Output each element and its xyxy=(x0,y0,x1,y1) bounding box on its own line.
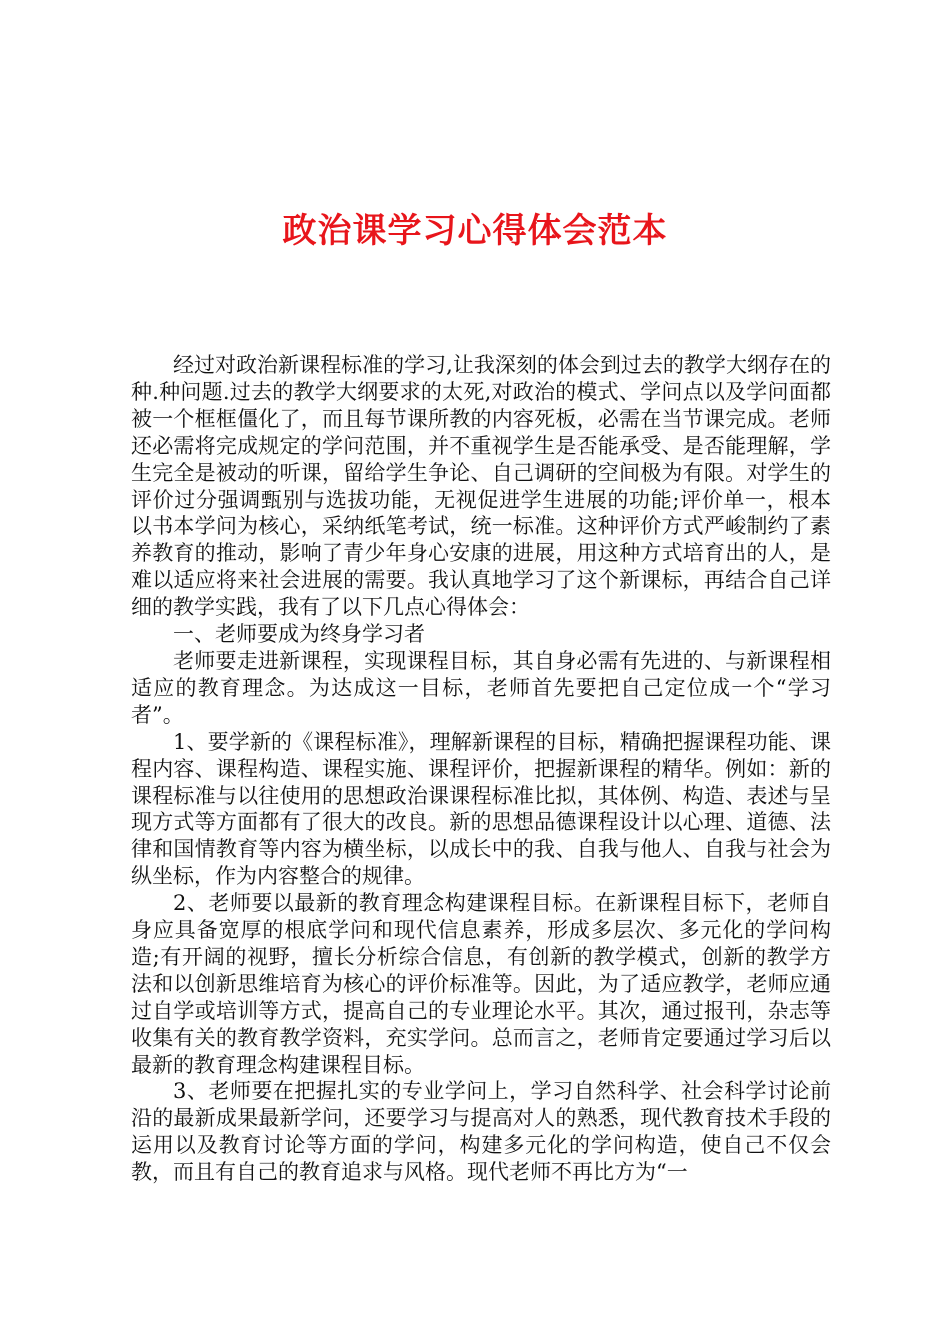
paragraph-point-1: 1、要学新的《课程标准》，理解新课程的目标，精确把握课程功能、课程内容、课程构造、课程实施、课程评价，把握新课程的精华。例如：新的课程标准与以往使用的思想政治课课程标准比拟，其体例、构造、表述与呈现方式等方面都有了很大的改良。新的思想品德课程设计以心理、道德、法律和国情教育等内容为横坐标，以成长中的我、自我与他人、自我与社会为纵坐标，作为内容整合的规律。 xyxy=(131,729,831,889)
paragraph-section-1: 老师要走进新课程，实现课程目标，其自身必需有先进的、与新课程相适应的教育理念。为达成这一目标，老师首先要把自己定位成一个“学习者”。 xyxy=(131,648,831,727)
document-body xyxy=(131,352,831,1186)
paragraph-point-2: 2、老师要以最新的教育理念构建课程目标。在新课程目标下，老师自身应具备宽厚的根底学问和现代信息素养，形成多层次、多元化的学问构造;有开阔的视野，擅长分析综合信息，有创新的教学模式，创新的教学方法和以创新思维培育为核心的评价标准等。因此，为了适应教学，老师应通过自学或培训等方式，提高自己的专业理论水平。其次，通过报刊，杂志等收集有关的教育教学资料，充实学问。总而言之，老师肯定要通过学习后以最新的教育理念构建课程目标。 xyxy=(131,891,831,1077)
document-title: 政治课学习心得体会范本 xyxy=(282,211,668,251)
paragraph-point-3: 3、老师要在把握扎实的专业学问上，学习自然科学、社会科学讨论前沿的最新成果最新学问，还要学习与提高对人的熟悉，现代教育技术手段的运用以及教育讨论等方面的学问，构建多元化的学问构造，使自己不仅会教，而且有自己的教育追求与风格。现代老师不再比方为“一 xyxy=(131,1079,831,1185)
section-heading-1: 一、老师要成为终身学习者 xyxy=(173,622,425,647)
paragraph-intro: 经过对政治新课程标准的学习,让我深刻的体会到过去的教学大纲存在的种.种问题.过去的教学大纲要求的太死,对政治的模式、学问点以及学问面都被一个框框僵化了，而且每节课所教的内容死板，必需在当节课完成。老师还必需将完成规定的学问范围，并不重视学生是否能承受、是否能理解，学生完全是被动的听课，留给学生争论、自己调研的空间极为有限。对学生的评价过分强调甄别与选拔功能，无视促进学生进展的功能;评价单一，根本以书本学问为核心，采纳纸笔考试，统一标准。这种评价方式严峻制约了素养教育的推动，影响了青少年身心安康的进展，用这种方式培育出的人，是难以适应将来社会进展的需要。我认真地学习了这个新课标，再结合自己详细的教学实践，我有了以下几点心得体会： xyxy=(131,353,831,620)
